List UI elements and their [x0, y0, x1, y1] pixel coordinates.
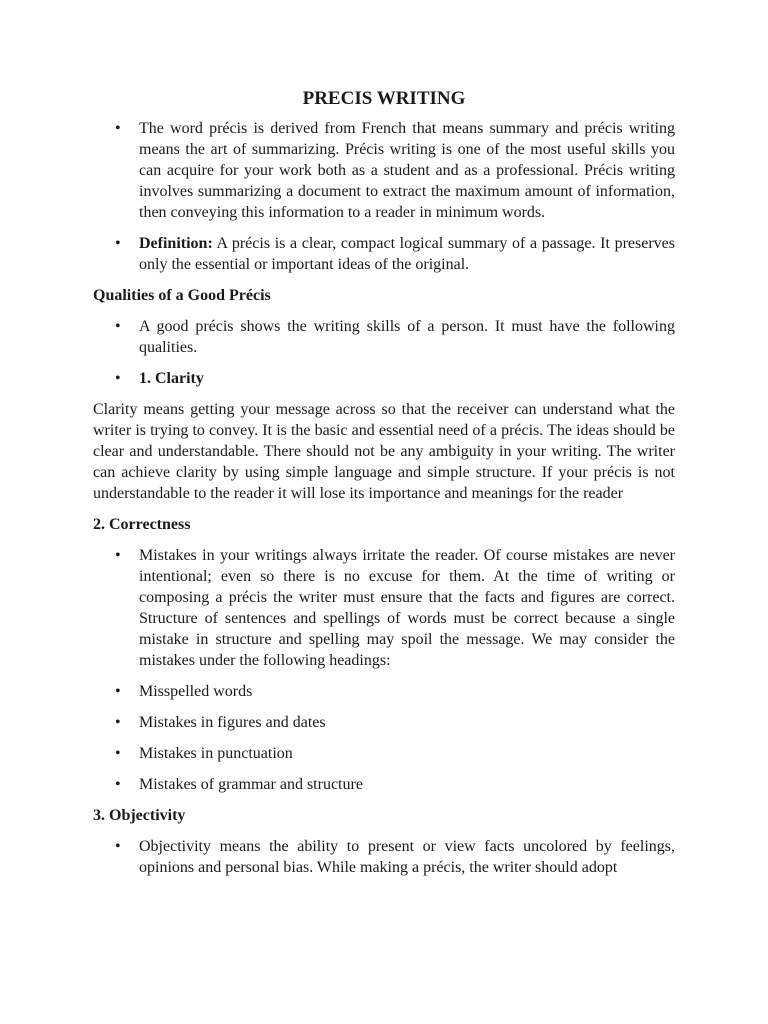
- intro-list: [93, 118, 675, 275]
- definition-text: A précis is a clear, compact logical summary of a passage. It preserves only the essential or important ideas of the original.: [139, 235, 675, 273]
- bullet-icon: •: [115, 370, 121, 387]
- bullet-icon: •: [115, 714, 121, 731]
- objectivity-paragraph: Objectivity means the ability to present or view facts uncolored by feelings, opinions and personal bias. While making a précis, the writer should adopt: [139, 838, 675, 876]
- qualities-heading: Qualities of a Good Précis: [93, 287, 271, 304]
- list-item: [93, 681, 675, 702]
- bullet-icon: •: [115, 683, 121, 700]
- objectivity-list: [93, 836, 675, 878]
- list-item: [93, 118, 675, 223]
- correctness-list: [93, 545, 675, 795]
- mistake-item: Misspelled words: [139, 683, 253, 700]
- bullet-icon: •: [115, 547, 121, 564]
- page-title: PRECIS WRITING: [302, 88, 466, 109]
- bullet-icon: •: [115, 235, 121, 252]
- list-item: [93, 368, 675, 389]
- intro-paragraph: The word précis is derived from French that means summary and précis writing means the art of summarizing. Précis writing is one of the most useful skills you can acquire for your work both as a student and as a professional. Précis writing involves summarizing a document to extract the maximum amount of information, then conveying this information to a reader in minimum words.: [139, 120, 675, 221]
- bullet-icon: •: [115, 120, 121, 137]
- definition-label: Definition:: [139, 235, 213, 252]
- correctness-paragraph: Mistakes in your writings always irritate the reader. Of course mistakes are never intentional; even so there is no excuse for them. At the time of writing or composing a précis the writer must ensure that the facts and figures are correct. Structure of sentences and spellings of words must be correct because a single mistake in structure and spelling may spoil the message. We may consider the mistakes under the following headings:: [139, 547, 675, 669]
- list-item: [93, 774, 675, 795]
- mistake-item: Mistakes of grammar and structure: [139, 776, 363, 793]
- list-item: [93, 316, 675, 358]
- correctness-heading: 2. Correctness: [93, 516, 191, 533]
- objectivity-heading: 3. Objectivity: [93, 807, 186, 824]
- bullet-icon: •: [115, 745, 121, 762]
- bullet-icon: •: [115, 318, 121, 335]
- bullet-icon: •: [115, 776, 121, 793]
- list-item: [93, 712, 675, 733]
- qualities-intro: A good précis shows the writing skills of a person. It must have the following qualities.: [139, 318, 675, 356]
- clarity-heading: 1. Clarity: [139, 370, 204, 387]
- list-item: [93, 836, 675, 878]
- document-page: [93, 86, 675, 888]
- mistake-item: Mistakes in punctuation: [139, 745, 293, 762]
- list-item: [93, 545, 675, 671]
- bullet-icon: •: [115, 838, 121, 855]
- mistake-item: Mistakes in figures and dates: [139, 714, 326, 731]
- qualities-list: [93, 316, 675, 389]
- clarity-paragraph: Clarity means getting your message across so that the receiver can understand what the writer is trying to convey. It is the basic and essential need of a précis. The ideas should be clear and understandable. There should not be any ambiguity in your writing. The writer can achieve clarity by using simple language and simple structure. If your précis is not understandable to the reader it will lose its importance and meanings for the reader: [93, 401, 675, 502]
- list-item: [93, 743, 675, 764]
- list-item: [93, 233, 675, 275]
